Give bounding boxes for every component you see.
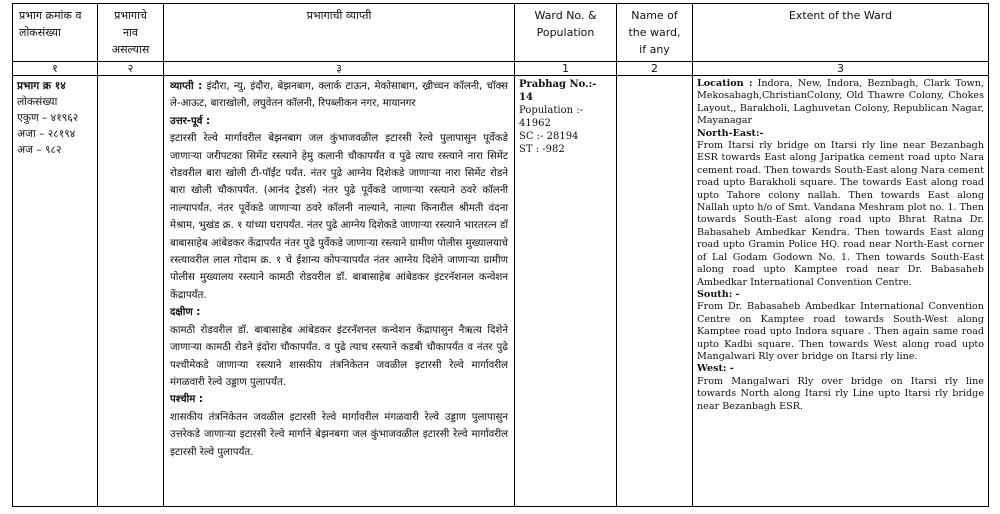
ward-name-mr-cell (98, 76, 164, 507)
header-text: असल्यास (111, 43, 150, 56)
header-row (13, 4, 989, 62)
south-label-mr: दक्षीण : (170, 307, 201, 319)
location-text-en: Indora, New, Indora, Beznbagh, Clark Town, Mekosabagh,ChristianColony, Old Thawre Colony, Chokes Layout,, Barakholi, Laghuvetan Colony, Republican Nagar, Mayanagar (697, 78, 984, 127)
header-text: प्रभाग क्रमांक व (19, 9, 82, 22)
ward-extent-mr (164, 76, 515, 507)
header-text: प्रभागाचे (114, 9, 147, 22)
population-sc-mr: अजा – २८१९४ (17, 128, 76, 140)
header-ward-population-en (515, 4, 617, 62)
west-label-en: West: - (697, 363, 734, 375)
column-number: 1 (515, 62, 617, 76)
column-number: १ (13, 62, 98, 76)
header-text: Ward No. & (534, 9, 597, 22)
population-st-en: ST : -982 (519, 144, 565, 155)
population-st-mr: अज – ९८२ (17, 144, 62, 156)
population-total-en: 41962 (519, 118, 551, 129)
coverage-text-mr: इंदौरा, न्यु, इंदौरा, बेझनबाग, क्लार्क टाऊन, मेकोसाबाग, ख्रीच्चन कॉलनी, चॉक्स ले-आऊट, बाराखोली, लघुवेतन कॉलनी, रिपब्लीकन नगर, मायानगर (170, 81, 508, 110)
header-text: नाव (122, 26, 139, 39)
ward-info-mr (13, 76, 98, 507)
north-east-label-en: North-East:- (697, 127, 764, 139)
header-text: Population (536, 26, 595, 39)
population-sc-en: SC :- 28194 (519, 131, 579, 142)
header-ward-extent-mr: प्रभागाची व्याप्ती (164, 4, 515, 62)
location-en (697, 78, 984, 128)
south-text-en: From Dr. Babasaheb Ambedkar International Convention Centre on Kamptee road towards South-West along Kamptee road upto Indora square . Then again same road upto Kadbi square. Then towards West along road upto Mangalwari Rly over bridge on Itarsi rly line. (697, 301, 984, 362)
north-east-text-mr: इटारसी रेल्वे मार्गावरील बेझनबाग जल कुंभाजवळील इटारसी रेल्वे पुलापासुन पूर्वेकडे जाणाऱ्या जरीपटका सिमेंट रस्त्याने हेमु कलानी चौकापर्यंत व पुढे त्याच रस्त्याने नारा सिमेंट रोडवरील बारा खोली टी-पॉईंट पर्यंत. नंतर पुढे आग्नेय दिशेकडे जाणाऱ्या नारा सिमेंट रोडने बारा खोली चौकापर्यंत. (आनंद ट्रेडर्स) नंतर पुढे पूर्वेकडे जाणाऱ्या रस्त्याने ठवरे कॉलनी नाल्यापर्यंत. नंतर पूर्वेकडे जाणाऱ्या ठवरे कॉलनी नाल्याने, नाल्या किनारील श्रीमती वंदना मेश्राम, भुखंड क्र. १ यांच्या घरापर्यंत. नंतर पुढे आग्नेय दिशेकडे जाणाऱ्या रस्त्याने भारतरत्न डॉ बाबासाहेब आंबेडकर केंद्रापर्यंत नंतर पुढे पुर्वेकडे जाणाऱ्या रस्त्याने ग्रामीण पोलीस मुख्यालयाचे रस्त्यावरील लाल गोदाम क्र. १ चे ईशान्य कोपऱ्यापर्यंत नंतर आग्नेय दिशेने जाणाऱ्या ग्रामीण पोलीस मुख्यालय रस्त्याने कामठी रोडवरील डॉ. बाबासाहेब आंबेडकर इंटरनॅशनल कन्वेशन केंद्रापर्यंत. (170, 133, 509, 301)
header-text: Name of (631, 9, 678, 22)
ward-extent-en (693, 76, 989, 507)
west-text-en: From Mangalwari Rly over bridge on Itarsi rly line towards North along Itarsi rly Line upto Itarsi rly bridge near Bezanbagh ESR. (697, 375, 984, 412)
north-east-text-en: From Itarsi rly bridge on Itarsi rly line near Bezanbagh ESR towards East along Jaripatka cement road upto Nara cement road. Then towards South-East along Nara cement road upto Barakholi square. The towards East along road upto Tahore colony nallah. Then towards East along Nallah upto h/o of Smt. Vandana Meshram plot no. 1. Then towards South-East along road upto Bhrat Ratna Dr. Babasaheb Ambedkar Kendra. Then towards East along road upto Gramin Police HQ. road near North-East corner of Lal Godam Godown No. 1. Then towards South-East along road upto Kamptee road near Dr. Babasaheb Ambedkar International Convention Centre. (697, 140, 984, 288)
south-text-mr: कामठी रोडवरील डॉ. बाबासाहेब आंबेडकर इंटरनॅशनल कन्वेशन केंद्रापासुन नैऋत्य दिशेने जाणाऱ्या कामठी रोडने इंदोरा चौकापर्यंत. व पुढे त्याच रस्त्याने कडबी चौकापर्यंत व नंतर पुढे पश्चीमेकडे जाणाऱ्या रस्त्याने शासकीय तंत्रनिकेतन जवळील इटारसी रेल्वे मार्गावरील मंगळवारी रेल्वे उड्डाण पुलापर्यंत. (170, 324, 508, 388)
ward-title-mr: प्रभाग क्र १४ (17, 80, 66, 92)
south-label-en: South: - (697, 288, 740, 300)
column-number: २ (98, 62, 164, 76)
prabhag-label-en: Prabhag No.:- 14 (519, 79, 597, 103)
header-ward-name-mr (98, 4, 164, 62)
ward-extent-table (12, 3, 989, 507)
west-label-mr: पश्चीम : (170, 394, 203, 406)
header-text: the ward, (628, 26, 681, 39)
coverage-label-mr: व्याप्ती : (170, 81, 203, 92)
population-label-en: Population :- (519, 105, 583, 116)
column-number: 2 (617, 62, 693, 76)
ward-name-en-cell (617, 76, 693, 507)
west-text-mr: शासकीय तंत्रनिकेतन जवळील इटारसी रेल्वे मार्गावरील मंगळवारी रेल्वे उड्डाण पुलापासुन उत्तरेकडे जाणाऱ्या इटारसी रेल्वे मार्गाने बेझनबगा जल कुंभाजवळील इटारसी रेल्वे मार्गावरील इटारसी रेल्वे पुलापर्यंत. (170, 411, 508, 458)
header-ward-extent-en: Extent of the Ward (693, 4, 989, 62)
population-label-mr: लोकसंख्या (17, 96, 58, 108)
column-number-row (13, 62, 989, 76)
header-text: if any (639, 43, 670, 56)
header-ward-name-en (617, 4, 693, 62)
header-text: लोकसंख्या (19, 26, 61, 39)
location-label-en: Location : (697, 78, 753, 89)
header-ward-population-mr (13, 4, 98, 62)
coverage-mr (170, 78, 508, 113)
column-number: ३ (164, 62, 515, 76)
column-number: 3 (693, 62, 989, 76)
ward-row (13, 76, 989, 507)
population-total-mr: एकुण – ४१९६२ (17, 112, 79, 124)
ward-info-en (515, 76, 617, 507)
north-east-label-mr: उत्तर-पूर्व : (170, 115, 211, 127)
